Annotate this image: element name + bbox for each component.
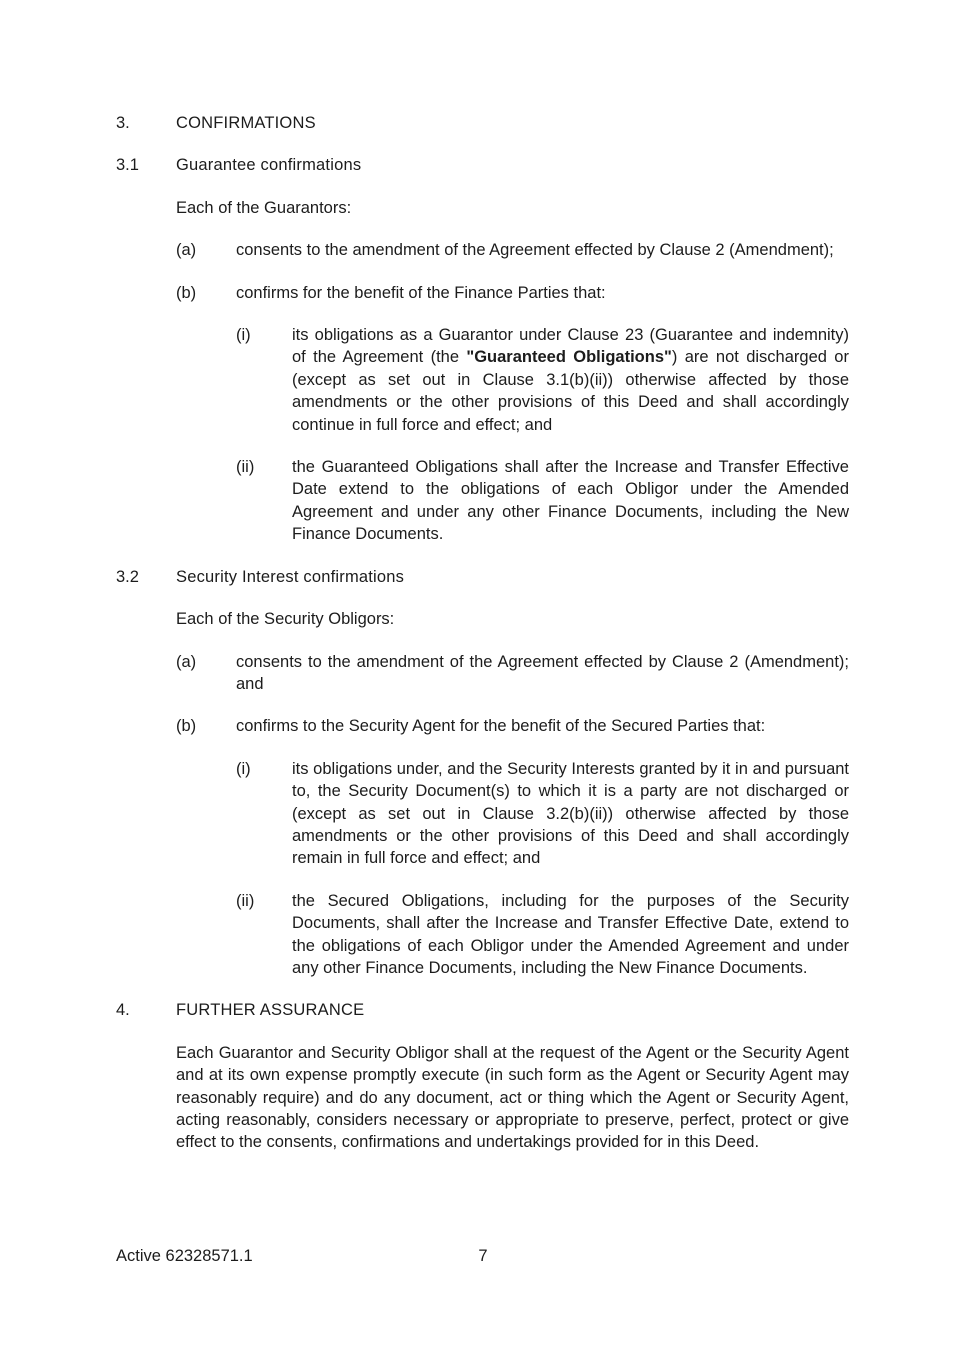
clause-3-2-b-i <box>236 758 849 870</box>
clause-3-1-title: Guarantee confirmations <box>176 156 362 175</box>
clause-3-1-b-ii-text: the Guaranteed Obligations shall after the Increase and Transfer Effective Date extend to the obligations of each Obligor under the Amended Agreement and under any other Finance Documents, including the New Finance Documents. <box>292 458 849 544</box>
clause-3-2-b-ii-label: (ii) <box>236 891 255 910</box>
clause-3-2-b-i-text: its obligations under, and the Security Interests granted by it in and pursuant to, the Security Document(s) to which it is a party are not discharged or (except as set out in Clause 3.2(b)(ii)) otherwise affected by those amendments or the other provisions of this Deed and shall accordingly remain in full force and effect; and <box>292 759 849 868</box>
clause-3-2-number: 3.2 <box>116 567 139 586</box>
section-4-body <box>116 1042 849 1154</box>
clause-3-2-intro-text: Each of the Security Obligors: <box>176 610 395 629</box>
clause-3-1-number: 3.1 <box>116 156 139 175</box>
clause-3-2-heading <box>116 566 849 588</box>
clause-3-1-intro <box>116 197 849 219</box>
clause-3-1-b-ii-label: (ii) <box>236 458 255 477</box>
clause-3-1-b-label: (b) <box>176 283 197 302</box>
clause-3-2-title: Security Interest confirmations <box>176 567 405 586</box>
clause-3-2-b-ii <box>236 890 849 980</box>
section-4-body-text: Each Guarantor and Security Obligor shall at the request of the Agent or the Security Agent and at its own expense promptly execute (in such form as the Agent or Security Agent may reasonably require) and do any document, act or thing which the Agent or Security Agent, acting reasonably, considers necessary or appropriate to preserve, perfect, protect or give effect to the consents, confirmations and undertakings provided for in this Deed. <box>176 1043 849 1152</box>
clause-3-1-b-ii <box>236 456 849 546</box>
clause-3-1-b <box>176 282 849 304</box>
clause-3-1-b-i-text-after: ) are not discharged or (except as set out in Clause 3.1(b)(ii)) otherwise affected by those amendments or the other provisions of this Deed and shall accordingly continue in full force and effect; and <box>292 348 849 434</box>
clause-3-1-a-text: consents to the amendment of the Agreement effected by Clause 2 (Amendment); <box>236 241 834 260</box>
section-4-heading <box>116 999 849 1021</box>
clause-3-1-b-i-text <box>292 324 849 436</box>
page-number: 7 <box>478 1247 488 1265</box>
clause-3-1-b-i-label: (i) <box>236 326 251 345</box>
clause-3-2-b <box>176 715 849 737</box>
clause-3-2-b-ii-text: the Secured Obligations, including for the purposes of the Security Documents, shall after the Increase and Transfer Effective Date, extend to the obligations of each Obligor under the Amended Agreement and under any other Finance Documents, including the New Finance Documents. <box>292 891 849 977</box>
clause-3-1-heading <box>116 154 849 176</box>
document-content <box>116 112 849 1174</box>
section-4-title: FURTHER ASSURANCE <box>176 1001 365 1020</box>
section-4-number: 4. <box>116 1001 130 1020</box>
clause-3-2-intro <box>116 608 849 630</box>
clause-3-2-b-i-label: (i) <box>236 759 251 778</box>
clause-3-2-b-label: (b) <box>176 717 197 736</box>
clause-3-1-a <box>176 239 849 261</box>
clause-3-1-b-text: confirms for the benefit of the Finance Parties that: <box>236 283 606 302</box>
section-3-number: 3. <box>116 114 130 132</box>
section-3-title: CONFIRMATIONS <box>176 114 316 132</box>
clause-3-1-b-i <box>236 324 849 436</box>
document-reference: Active 62328571.1 <box>116 1247 253 1265</box>
clause-3-2-a-label: (a) <box>176 652 197 671</box>
clause-3-1-b-i-text-before: its obligations as a Guarantor under Clause 23 (Guarantee and indemnity) of the Agreement (the <box>292 326 849 367</box>
section-3-heading <box>116 112 849 134</box>
clause-3-2-a-text: consents to the amendment of the Agreement effected by Clause 2 (Amendment); and <box>236 652 849 693</box>
clause-3-2-a <box>176 651 849 696</box>
clause-3-2-b-text: confirms to the Security Agent for the benefit of the Secured Parties that: <box>236 717 766 736</box>
defined-term-guaranteed-obligations: "Guaranteed Obligations" <box>466 348 672 367</box>
clause-3-1-a-label: (a) <box>176 241 197 260</box>
clause-3-1-intro-text: Each of the Guarantors: <box>176 198 352 217</box>
